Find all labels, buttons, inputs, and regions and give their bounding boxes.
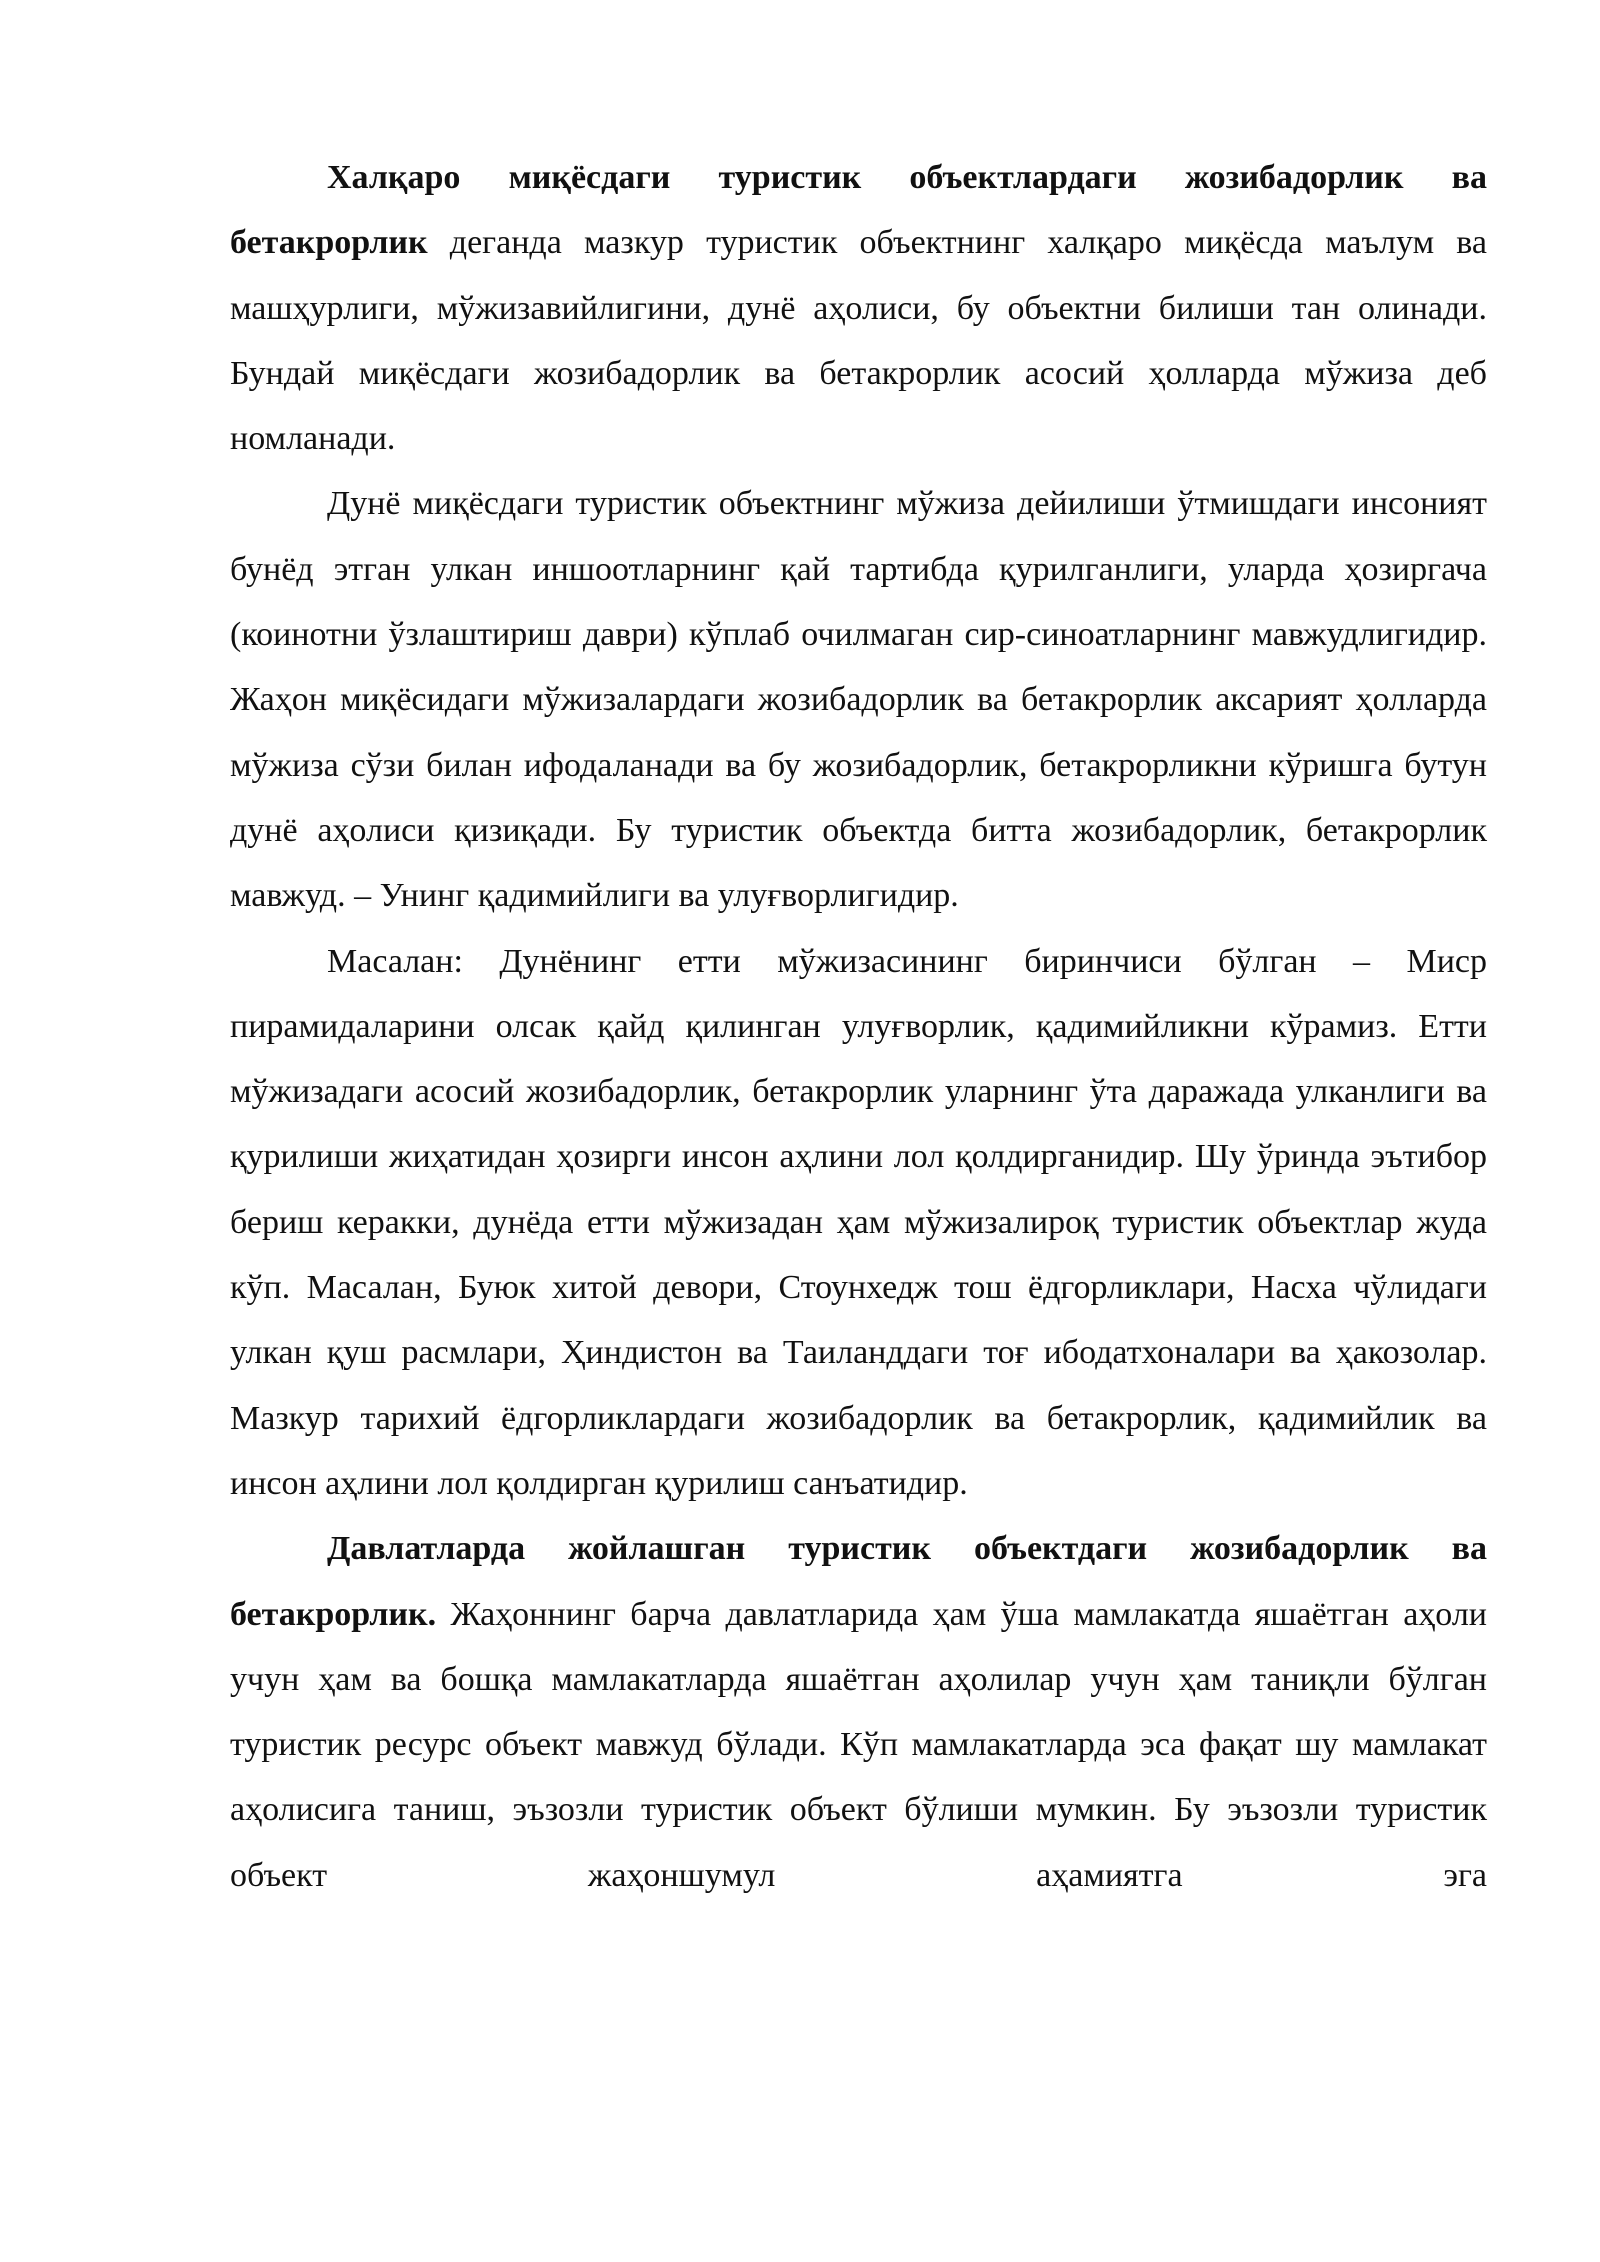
paragraph-heading: Халқаро миқёсдаги туристик объектлардаги жозибадорлик ва бетакрорлик [230,159,1487,262]
paragraph-text: Жаҳоннинг барча давлатларида ҳам ўша мамлакатда яшаётган аҳоли учун ҳам ва бошқа мамлакатларда яшаётган аҳолилар учун ҳам таниқли бўлган туристик ресурс объект мавжуд бўлади. Кўп мамлакатларда эса фақат шу мамлакат аҳолисига таниш, эъзозли туристик объект бўлиши мумкин. Бу эъзозли туристик объект жаҳоншумул аҳамиятга эга [230,1595,1487,1894]
paragraph-example-seven-wonders [230,929,1487,1517]
paragraph-text: деганда мазкур туристик объектнинг халқаро миқёсда маълум ва машҳурлиги, мўжизавийлигини, дунё аҳолиси, бу объектни билиши тан олинади. Бундай миқёсдаги жозибадорлик ва бетакрорлик асосий ҳолларда мўжиза деб номланади. [230,224,1487,458]
paragraph-state-objects [230,1516,1487,1908]
paragraph-world-wonders [230,471,1487,928]
paragraph-international-objects [230,145,1487,471]
paragraph-text: Дунё миқёсдаги туристик объектнинг мўжиза дейилиши ўтмишдаги инсоният бунёд этган улкан иншоотларнинг қай тартибда қурилганлиги, уларда ҳозиргача (коинотни ўзлаштириш даври) кўплаб очилмаган сир-синоатларнинг мавжудлигидир. Жаҳон миқёсидаги мўжизалардаги жозибадорлик ва бетакрорлик аксарият ҳолларда мўжиза сўзи билан ифодаланади ва бу жозибадорлик, бетакрорликни кўришга бутун дунё аҳолиси қизиқади. Бу туристик объектда битта жозибадорлик, бетакрорлик мавжуд. – Унинг қадимийлиги ва улуғворлигидир. [230,485,1487,915]
document-page [230,145,1487,1908]
paragraph-text: Масалан: Дунёнинг етти мўжизасининг биринчиси бўлган – Миср пирамидаларини олсак қайд қилинган улуғворлик, қадимийликни кўрамиз. Етти мўжизадаги асосий жозибадорлик, бетакрорлик уларнинг ўта даражада улканлиги ва қурилиши жиҳатидан ҳозирги инсон аҳлини лол қолдирганидир. Шу ўринда эътибор бериш керакки, дунёда етти мўжизадан ҳам мўжизалироқ туристик объектлар жуда кўп. Масалан, Буюк хитой девори, Стоунхедж тош ёдгорликлари, Насха чўлидаги улкан қуш расмлари, Ҳиндистон ва Таиланддаги тоғ ибодатхоналари ва ҳакозолар. Мазкур тарихий ёдгорликлардаги жозибадорлик ва бетакрорлик, қадимийлик ва инсон аҳлини лол қолдирган қурилиш санъатидир. [230,942,1487,1502]
paragraph-heading: Давлатларда жойлашган туристик объектдаги жозибадорлик ва бетакрорлик. [230,1530,1487,1633]
